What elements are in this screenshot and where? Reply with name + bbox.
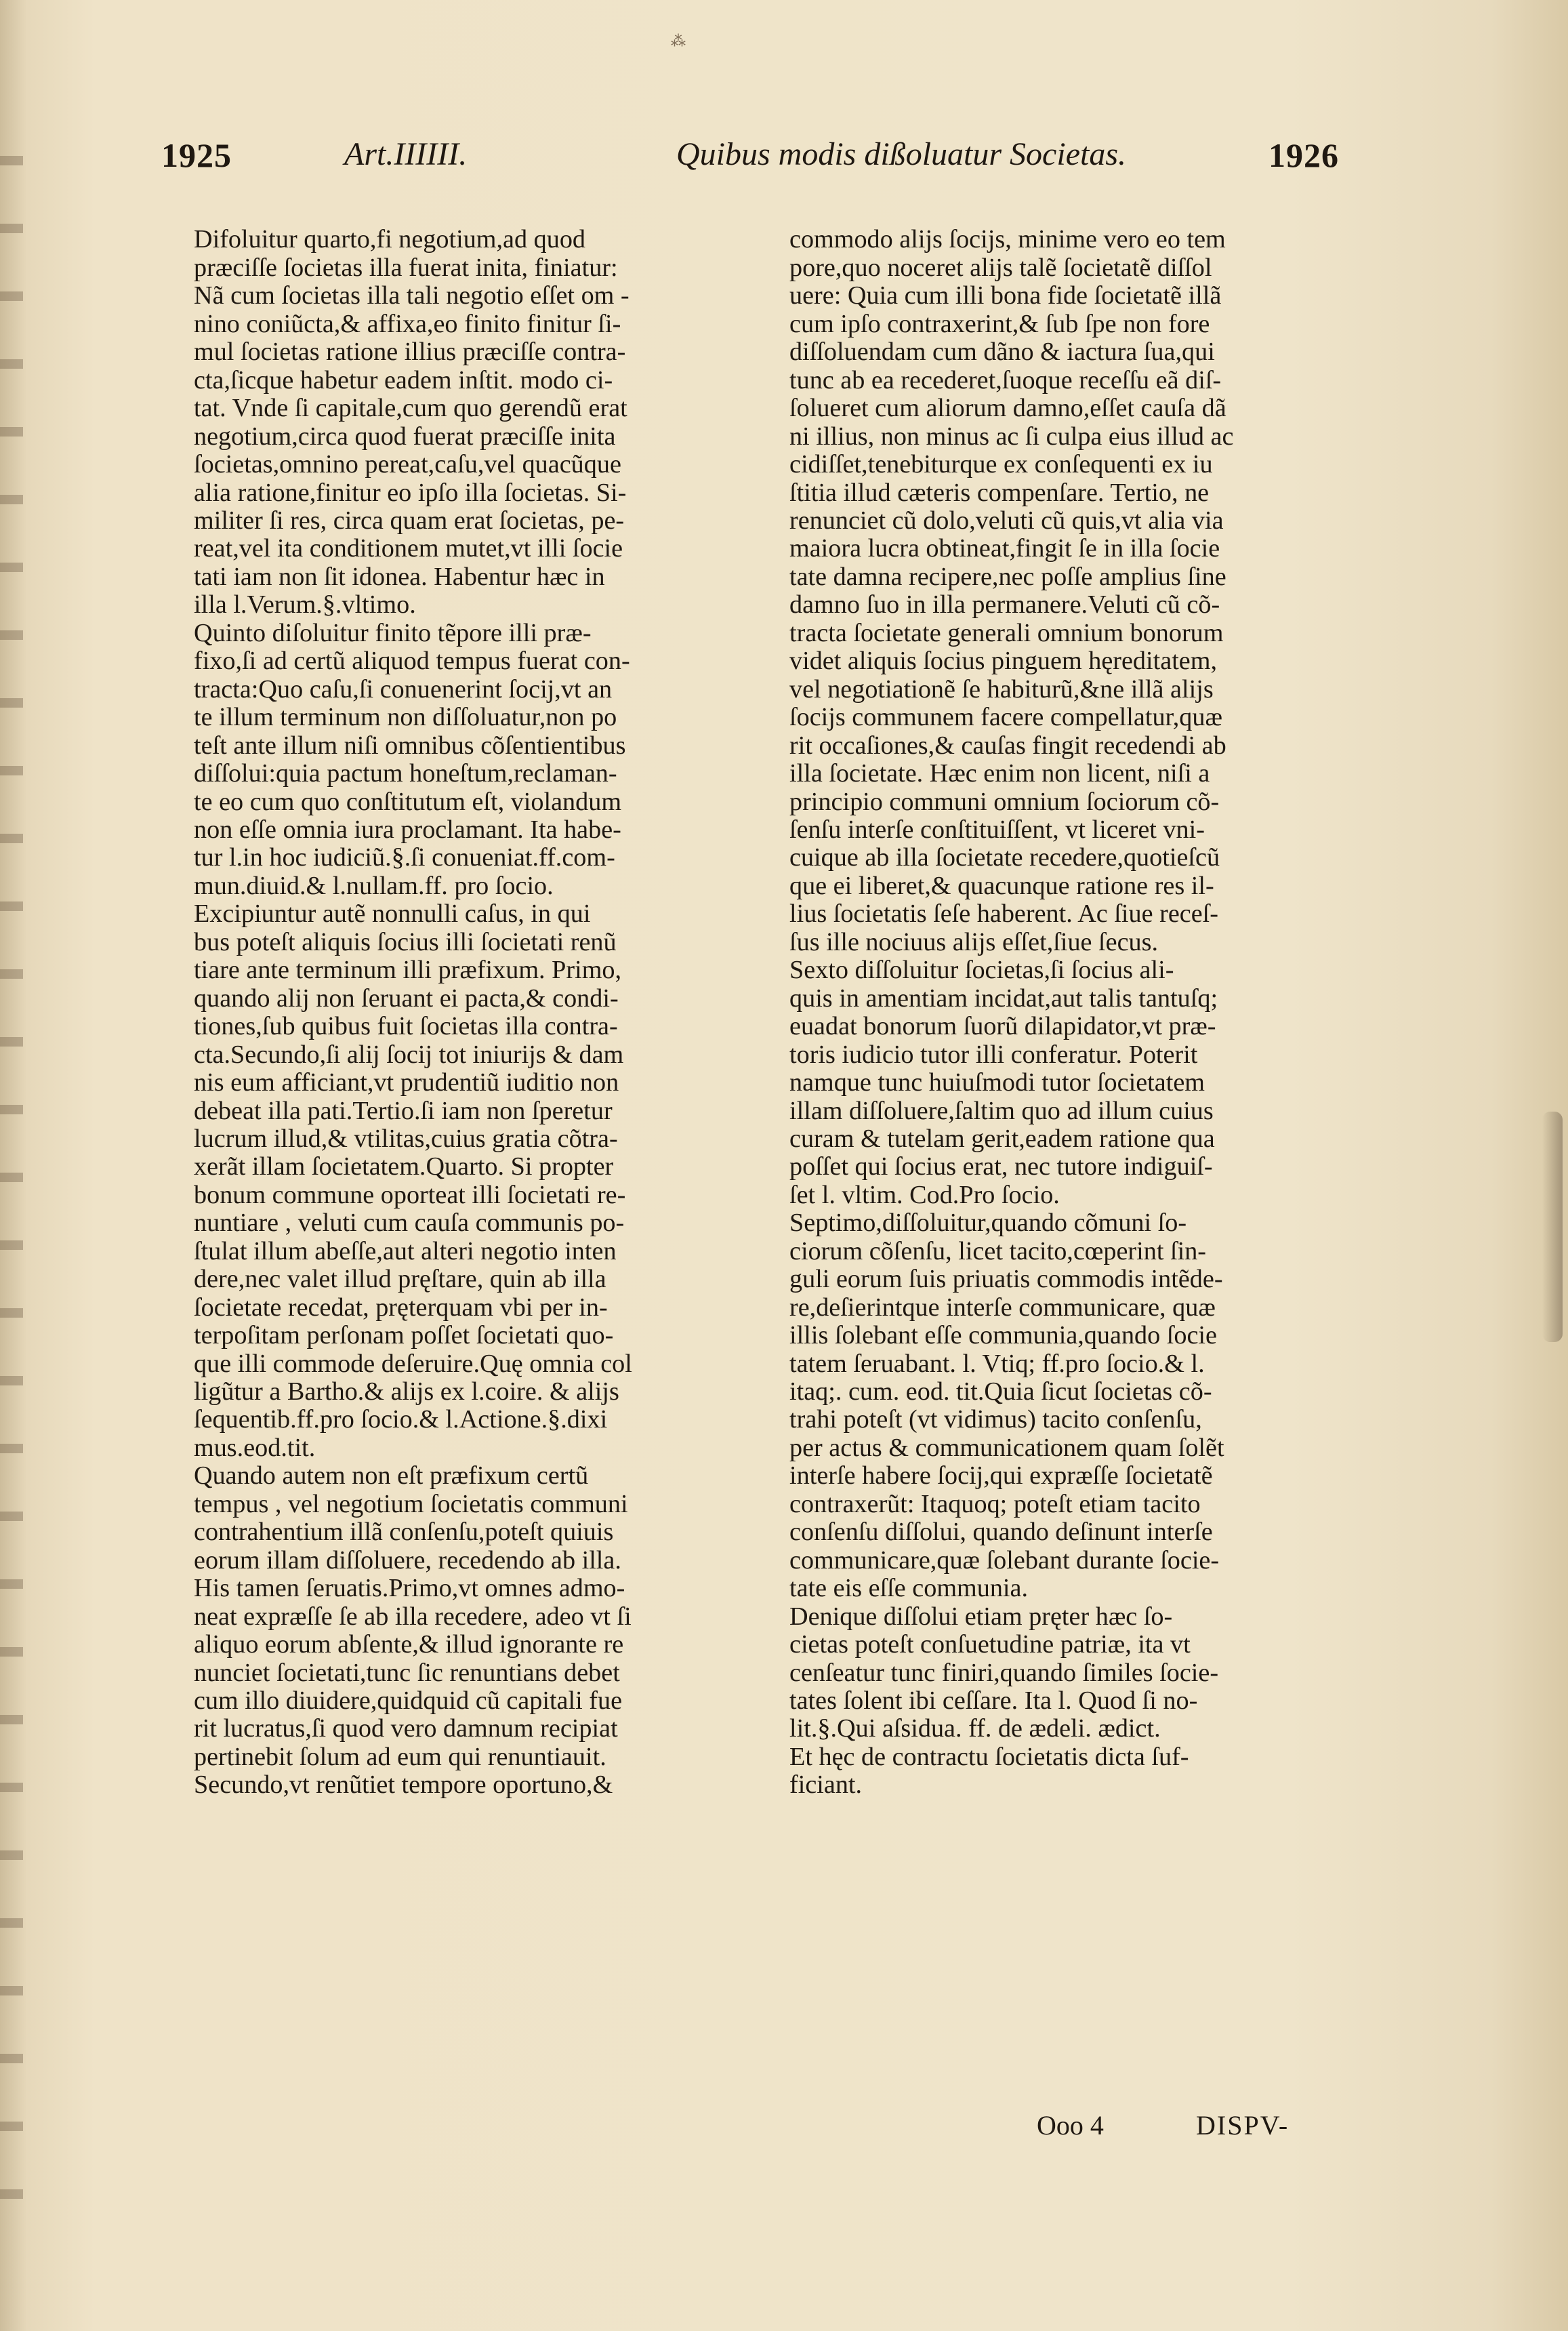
page-number-left: 1925 xyxy=(161,136,232,174)
left-column-text: Difoluitur quarto,fi negotium,ad quod præciſſe ſocietas illa fuerat inita, finiatur: Nã cum ſocietas illa tali negotio eſſet om - nino coniũcta,& affixa,eo finito finitur ſi- mul ſocietas ratione illius præciſſe contra- cta,ſicque habetur eadem inſtit. modo ci- tat. Vnde ſi capitale,cum quo gerendũ erat negotium,circa quod fuerat præciſſe inita ſocietas,omnino pereat,caſu,vel quacũque alia ratione,finitur eo ipſo illa ſocietas. Si- militer ſi res, circa quam erat ſocietas, pe- reat,vel ita conditionem mutet,vt illi ſocie tati iam non ſit idonea. Habentur hæc in illa l.Verum.§.vltimo. Quinto diſoluitur finito tẽpore illi præ- fixo,ſi ad certũ aliquod tempus fuerat con- tracta:Quo caſu,ſi conuenerint ſocij,vt an te illum terminum non diſſoluatur,non po teſt ante illum niſi omnibus cõſentientibus diſſolui:quia pactum honeſtum,reclaman- te eo cum quo conſtitutum eſt, violandum non eſſe omnia iura proclamant. Ita habe- tur l.in hoc iudiciũ.§.ſi conueniat.ff.com- mun.diuid.& l.nullam.ff. pro ſocio. Excipiuntur autẽ nonnulli caſus, in qui bus poteſt aliquis ſocius illi ſocietati renũ tiare ante terminum illi præfixum. Primo, quando alij non ſeruant ei pacta,& condi- tiones,ſub quibus fuit ſocietas illa contra- cta.Secundo,ſi alij ſocij tot iniurijs & dam nis eum afficiant,vt prudentiũ iuditio non debeat illa pati.Tertio.ſi iam non ſperetur lucrum illud,& vtilitas,cuius gratia cõtra- xerãt illam ſocietatem.Quarto. Si propter bonum commune oporteat illi ſocietati re- nuntiare , veluti cum cauſa communis po- ſtulat illum abeſſe,aut alteri negotio inten dere,nec valet illud pręſtare, quin ab illa ſocietate recedat, pręterquam vbi per in- terpoſitam perſonam poſſet ſocietati quo- que illi commode deſeruire.Quę omnia col ligũtur a Bartho.& alijs ex l.coire. & alijs ſequentib.ff.pro ſocio.& l.Actione.§.dixi mus.eod.tit. Quando autem non eſt præfixum certũ tempus , vel negotium ſocietatis communi contrahentium illã conſenſu,poteſt quiuis eorum illam diſſoluere, recedendo ab illa. His tamen ſeruatis.Primo,vt omnes admo- neat expræſſe ſe ab illa recedere, adeo vt ſi aliquo eorum abſente,& illud ignorante re nunciet ſocietati,tunc ſic renuntians debet cum illo diuidere,quidquid cũ capitali fue rit lucratus,ſi quod vero damnum recipiat pertinebit ſolum ad eum qui renuntiauit. Secundo,vt renũtiet tempore oportuno,& xyxy=(194,225,632,1800)
page-footer xyxy=(1030,2109,1409,2150)
ornament-mark: ⁂ xyxy=(671,33,686,49)
binding-edge xyxy=(0,115,23,2230)
text-column-right xyxy=(789,198,1345,1827)
signature-mark: Ooo 4 xyxy=(1037,2110,1104,2141)
page-number-right: 1926 xyxy=(1268,136,1339,174)
running-head-left: Art.IIIIII. xyxy=(344,136,468,172)
running-head-right: Quibus modis dißoluatur Societas. xyxy=(676,136,1127,172)
catchword: DISPV- xyxy=(1196,2110,1290,2141)
page-edge-shadow xyxy=(1542,1112,1563,1342)
running-header xyxy=(0,129,1568,190)
text-column-left xyxy=(194,198,716,1827)
right-column-text: commodo alijs ſocijs, minime vero eo tem pore,quo noceret alijs talẽ ſocietatẽ diſſol uere: Quia cum illi bona fide ſocietatẽ illã cum ipſo contraxerint,& ſub ſpe non fore diſſoluendam cum dãno & iactura ſua,qui tunc ab ea recederet,ſuoque receſſu eã diſ- ſolueret cum aliorum damno,eſſet cauſa dã ni illius, non minus ac ſi culpa eius illud ac cidiſſet,tenebiturque ex conſequenti ex iu ſtitia illud cæteris compenſare. Tertio, ne renunciet cũ dolo,veluti cũ quis,vt alia via maiora lucra obtineat,fingit ſe in illa ſocie tate damna recipere,nec poſſe amplius ſine damno ſuo in illa permanere.Veluti cũ cõ- tracta ſocietate generali omnium bonorum videt aliquis ſocius pinguem hęreditatem, vel negotiationẽ ſe habiturũ,&ne illã alijs ſocijs communem facere compellatur,quæ rit occaſiones,& cauſas fingit recedendi ab illa ſocietate. Hæc enim non licent, niſi a principio communi omnium ſociorum cõ- ſenſu interſe conſtituiſſent, vt liceret vni- cuique ab illa ſocietate recedere,quotieſcũ que ei liberet,& quacunque ratione res il- lius ſocietatis ſeſe haberent. Ac ſiue receſ- ſus ille nociuus alijs eſſet,ſiue ſecus. Sexto diſſoluitur ſocietas,ſi ſocius ali- quis in amentiam incidat,aut talis tantuſq; euadat bonorum ſuorũ dilapidator,vt præ- toris iudicio tutor illi conferatur. Poterit namque tunc huiuſmodi tutor ſocietatem illam diſſoluere,ſaltim quo ad illum cuius curam & tutelam gerit,eadem ratione qua poſſet qui ſocius erat, nec tutore indiguiſ- ſet l. vltim. Cod.Pro ſocio. Septimo,diſſoluitur,quando cõmuni ſo- ciorum cõſenſu, licet tacito,cœperint ſin- guli eorum ſuis priuatis commodis intẽde- re,deſierintque interſe communicare, quæ illis ſolebant eſſe communia,quando ſocie tatem ſeruabant. l. Vtiq; ff.pro ſocio.& l. itaq;. cum. eod. tit.Quia ſicut ſocietas cõ- trahi poteſt (vt vidimus) tacito conſenſu, per actus & communicationem quam ſolẽt interſe habere ſocij,qui expræſſe ſocietatẽ contraxerũt: Itaquoq; poteſt etiam tacito conſenſu diſſolui, quando deſinunt interſe communicare,quæ ſolebant durante ſocie- tate eis eſſe communia. Denique diſſolui etiam pręter hæc ſo- cietas poteſt conſuetudine patriæ, ita vt cenſeatur tunc finiri,quando ſimiles ſocie- tates ſolent ibi ceſſare. Ita l. Quod ſi no- lit.§.Qui aſsidua. ff. de ædeli. ædict. Et hęc de contractu ſocietatis dicta ſuf- ficiant. xyxy=(789,225,1234,1800)
